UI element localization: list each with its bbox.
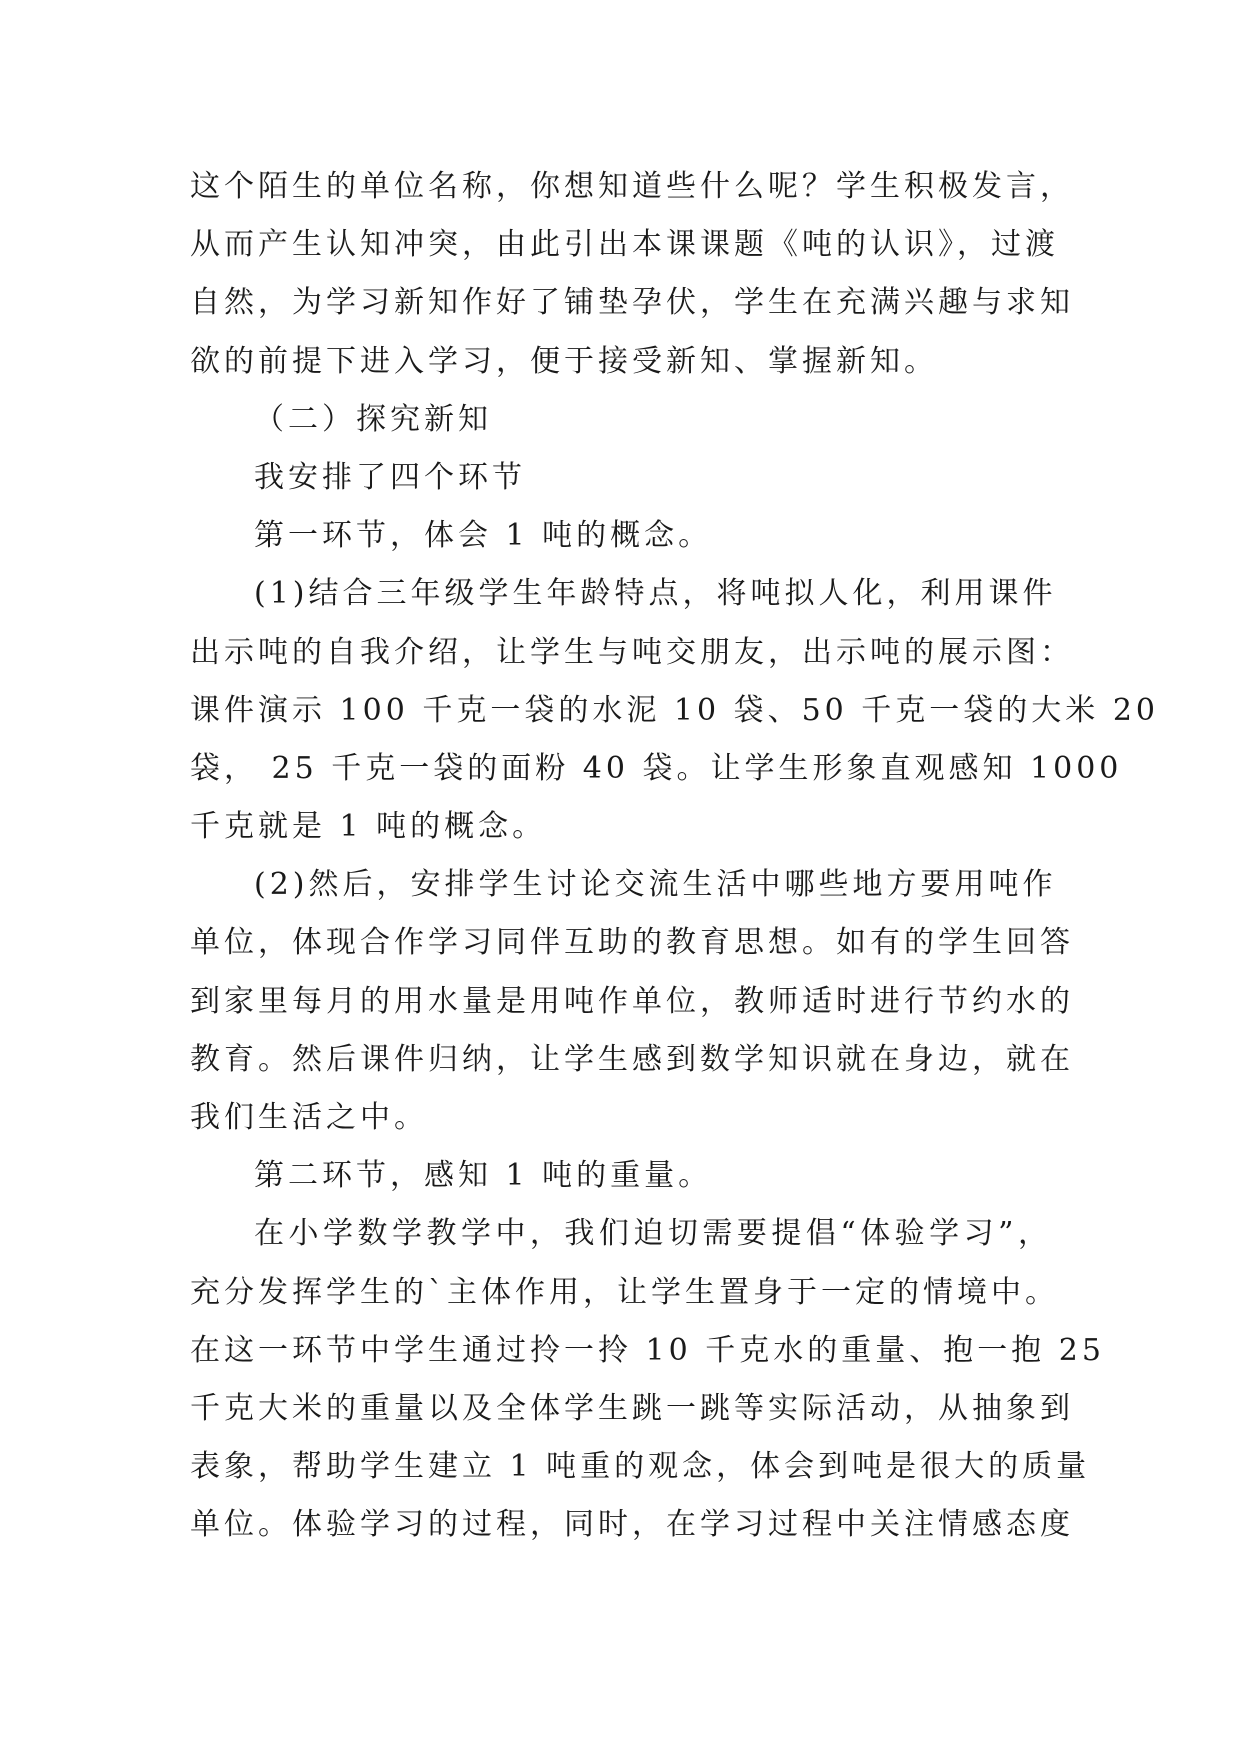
text-line: 在这一环节中学生通过拎一拎 10 千克水的重量、抱一抱 25 [190, 1332, 1105, 1368]
document-body [190, 158, 1159, 1555]
text-line: 出示吨的自我介绍，让学生与吨交朋友，出示吨的展示图： [190, 634, 1074, 670]
text-line: 在小学数学教学中，我们迫切需要提倡“体验学习”， [254, 1216, 1052, 1252]
text-line: 这个陌生的单位名称，你想知道些什么呢？学生积极发言， [190, 169, 1074, 204]
text-line: 教育。然后课件归纳，让学生感到数学知识就在身边，就在 [190, 1041, 1074, 1077]
text-line: 到家里每月的用水量是用吨作单位，教师适时进行节约水的 [190, 983, 1074, 1019]
text-line: 欲的前提下进入学习，便于接受新知、掌握新知。 [190, 343, 938, 379]
text-line: (1)结合三年级学生年龄特点，将吨拟人化，利用课件 [254, 576, 1057, 612]
text-line: 单位。体验学习的过程，同时，在学习过程中关注情感态度 [190, 1507, 1074, 1543]
text-line: 袋， 25 千克一袋的面粉 40 袋。让学生形象直观感知 1000 [190, 750, 1123, 786]
text-line: 从而产生认知冲突，由此引出本课课题《吨的认识》，过渡 [190, 227, 1059, 263]
text-line: 第一环节，体会 1 吨的概念。 [254, 518, 713, 554]
text-line: 单位，体现合作学习同伴互助的教育思想。如有的学生回答 [190, 925, 1074, 961]
text-line: (2)然后，安排学生讨论交流生活中哪些地方要用吨作 [254, 867, 1057, 903]
text-line: 充分发挥学生的`主体作用，让学生置身于一定的情境中。 [190, 1274, 1059, 1310]
text-line: 第二环节，感知 1 吨的重量。 [254, 1158, 713, 1194]
text-line: （二）探究新知 [254, 401, 492, 437]
text-line: 课件演示 100 千克一袋的水泥 10 袋、50 千克一袋的大米 20 [190, 692, 1159, 728]
text-line: 自然，为学习新知作好了铺垫孕伏，学生在充满兴趣与求知 [190, 285, 1074, 321]
text-line: 千克就是 1 吨的概念。 [190, 809, 547, 845]
text-line: 表象，帮助学生建立 1 吨重的观念，体会到吨是很大的质量 [190, 1449, 1091, 1485]
text-line: 我们生活之中。 [190, 1100, 428, 1135]
text-line: 千克大米的重量以及全体学生跳一跳等实际活动，从抽象到 [190, 1390, 1074, 1426]
text-line: 我安排了四个环节 [254, 459, 526, 495]
